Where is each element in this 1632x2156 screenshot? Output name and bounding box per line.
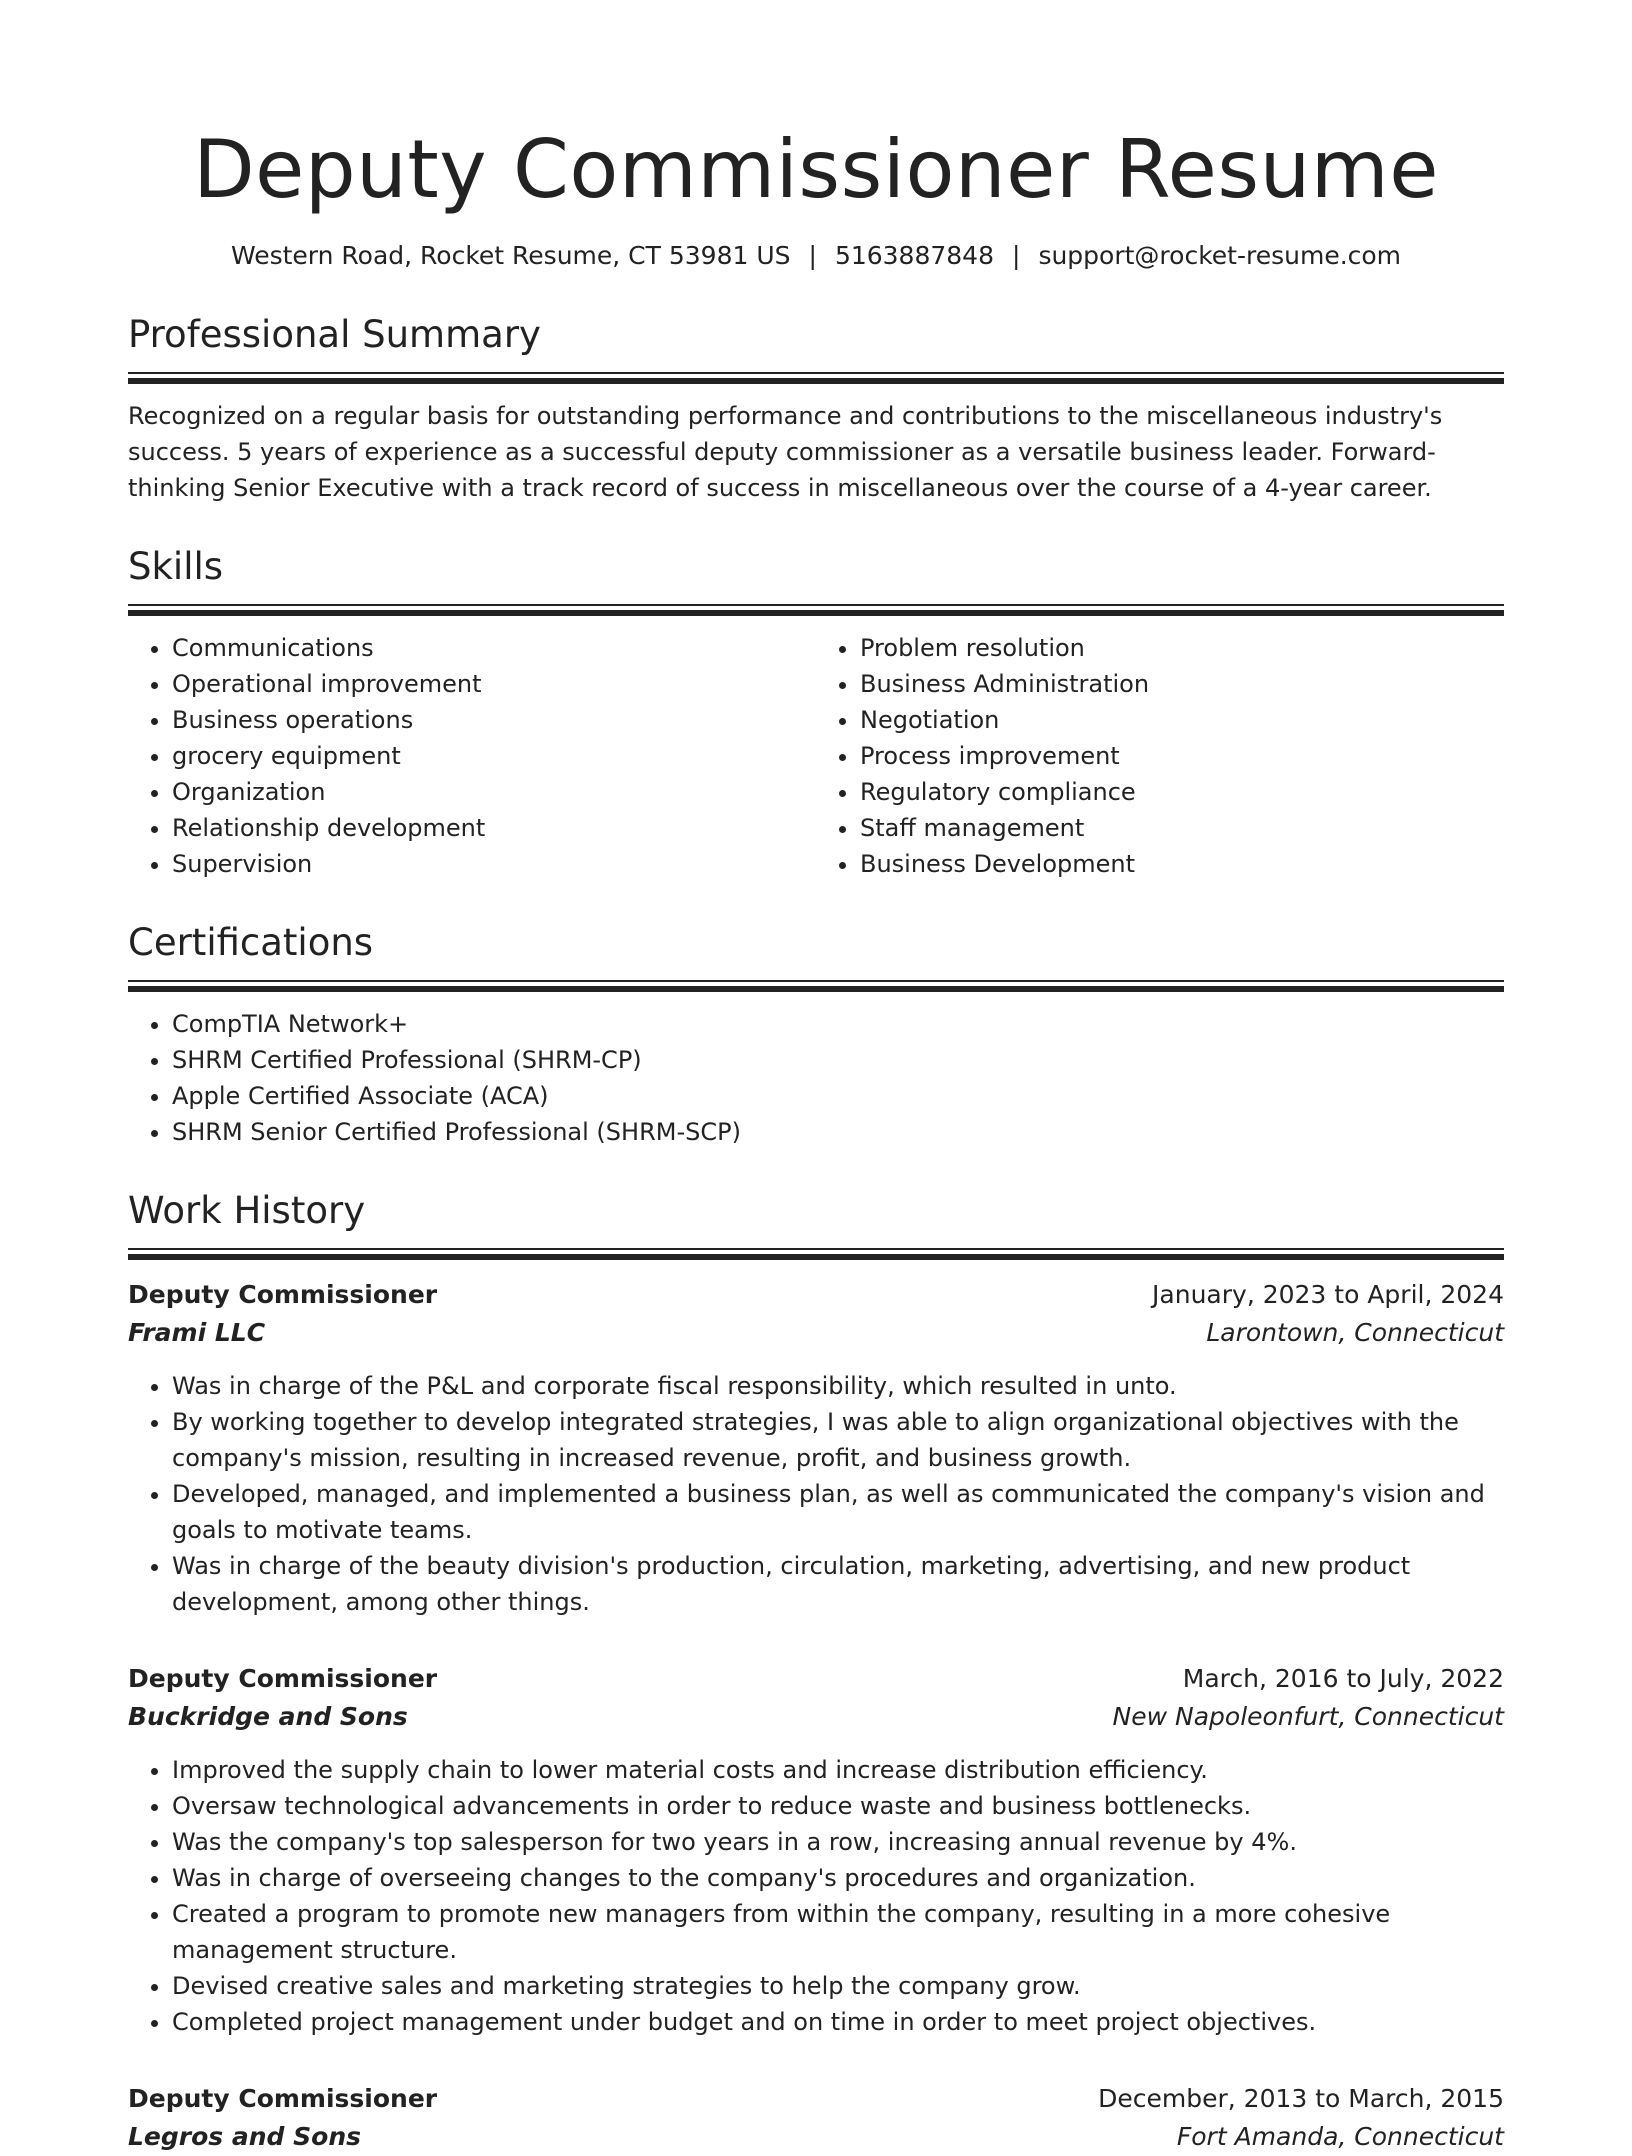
section-title-work: Work History (128, 1189, 366, 1232)
list-item: • Was in charge of the P&L and corporate fiscal responsibility, which resulted in unto. (172, 1368, 1504, 1404)
job-dates: December, 2013 to March, 2015 (1098, 2084, 1504, 2113)
job-entry (128, 1276, 1504, 1620)
list-item: • Apple Certified Associate (ACA) (172, 1078, 1504, 1114)
list-item: • Negotiation (860, 702, 1504, 738)
skills-column-left (128, 630, 816, 882)
list-item: • SHRM Certified Professional (SHRM-CP) (172, 1042, 1504, 1078)
page-title: Deputy Commissioner Resume (193, 123, 1439, 216)
section-title-certifications: Certifications (128, 921, 374, 964)
list-item: • SHRM Senior Certified Professional (SHRM-SCP) (172, 1114, 1504, 1150)
contact-phone: 5163887848 (834, 241, 994, 270)
list-item: • Organization (172, 774, 816, 810)
job-company-row (128, 1314, 1504, 1352)
list-item: • grocery equipment (172, 738, 816, 774)
list-item: • Was in charge of the beauty division's production, circulation, marketing, advertising, and new product development, among other things. (172, 1548, 1504, 1620)
list-item: • Supervision (172, 846, 816, 882)
summary-section (128, 312, 1504, 506)
contact-separator: | (1012, 241, 1021, 270)
list-item: • Process improvement (860, 738, 1504, 774)
job-title: Deputy Commissioner (128, 1280, 438, 1309)
job-location: Larontown, Connecticut (1206, 1318, 1504, 1347)
job-header-row (128, 1276, 1504, 1314)
job-company: Buckridge and Sons (128, 1702, 408, 1731)
list-item: • Was the company's top salesperson for two years in a row, increasing annual revenue by 4%. (172, 1824, 1504, 1860)
skills-grid (128, 630, 1504, 882)
list-item: • Improved the supply chain to lower material costs and increase distribution efficiency. (172, 1752, 1504, 1788)
list-item: • Oversaw technological advancements in order to reduce waste and business bottlenecks. (172, 1788, 1504, 1824)
section-divider (128, 980, 1504, 992)
contact-separator: | (808, 241, 817, 270)
job-title: Deputy Commissioner (128, 1664, 438, 1693)
job-location: Fort Amanda, Connecticut (1176, 2122, 1504, 2151)
section-title-summary: Professional Summary (128, 313, 541, 356)
certifications-section (128, 920, 1504, 1150)
list-item: • Business operations (172, 702, 816, 738)
list-item: • Business Development (860, 846, 1504, 882)
list-item: • Relationship development (172, 810, 816, 846)
summary-text: Recognized on a regular basis for outstanding performance and contributions to the miscellaneous industry's success. 5 years of experience as a successful deputy commissioner as a versatile business leader. Forward-thinking Senior Executive with a track record of success in miscellaneous over the course of a 4-year career. (128, 402, 1443, 502)
list-item: • Problem resolution (860, 630, 1504, 666)
contact-email: support@rocket-resume.com (1038, 241, 1402, 270)
job-company-row (128, 1698, 1504, 1736)
list-item: • Regulatory compliance (860, 774, 1504, 810)
job-company: Legros and Sons (128, 2122, 361, 2151)
work-section (128, 1188, 1504, 2156)
job-dates: March, 2016 to July, 2022 (1182, 1664, 1504, 1693)
skills-column-right (816, 630, 1504, 882)
skills-section (128, 544, 1504, 882)
job-bullets (128, 1752, 1504, 2040)
list-item: • CompTIA Network+ (172, 1006, 1504, 1042)
list-item: • Business Administration (860, 666, 1504, 702)
list-item: • Created a program to promote new managers from within the company, resulting in a more cohesive management structure. (172, 1896, 1504, 1968)
list-item: • Devised creative sales and marketing strategies to help the company grow. (172, 1968, 1504, 2004)
job-entry (128, 1660, 1504, 2040)
skills-list-left (128, 630, 816, 882)
job-header-row (128, 1660, 1504, 1698)
job-location: New Napoleonfurt, Connecticut (1112, 1702, 1504, 1731)
section-divider (128, 604, 1504, 616)
job-header-row (128, 2080, 1504, 2118)
job-company-row (128, 2118, 1504, 2156)
job-dates: January, 2023 to April, 2024 (1152, 1280, 1504, 1309)
list-item: • Staff management (860, 810, 1504, 846)
contact-address: Western Road, Rocket Resume, CT 53981 US (230, 241, 791, 270)
list-item: • Operational improvement (172, 666, 816, 702)
job-entry (128, 2080, 1504, 2156)
list-item: • Developed, managed, and implemented a business plan, as well as communicated the company's vision and goals to motivate teams. (172, 1476, 1504, 1548)
skills-list-right (816, 630, 1504, 882)
job-title: Deputy Commissioner (128, 2084, 438, 2113)
section-title-skills: Skills (128, 545, 224, 588)
contact-line (128, 238, 1504, 274)
section-divider (128, 372, 1504, 384)
list-item: • Communications (172, 630, 816, 666)
list-item: • By working together to develop integrated strategies, I was able to align organizational objectives with the company's mission, resulting in increased revenue, profit, and business growth. (172, 1404, 1504, 1476)
list-item: • Completed project management under budget and on time in order to meet project objectives. (172, 2004, 1504, 2040)
list-item: • Was in charge of overseeing changes to the company's procedures and organization. (172, 1860, 1504, 1896)
certifications-list (128, 1006, 1504, 1150)
job-bullets (128, 1368, 1504, 1620)
job-company: Frami LLC (128, 1318, 266, 1347)
section-divider (128, 1248, 1504, 1260)
